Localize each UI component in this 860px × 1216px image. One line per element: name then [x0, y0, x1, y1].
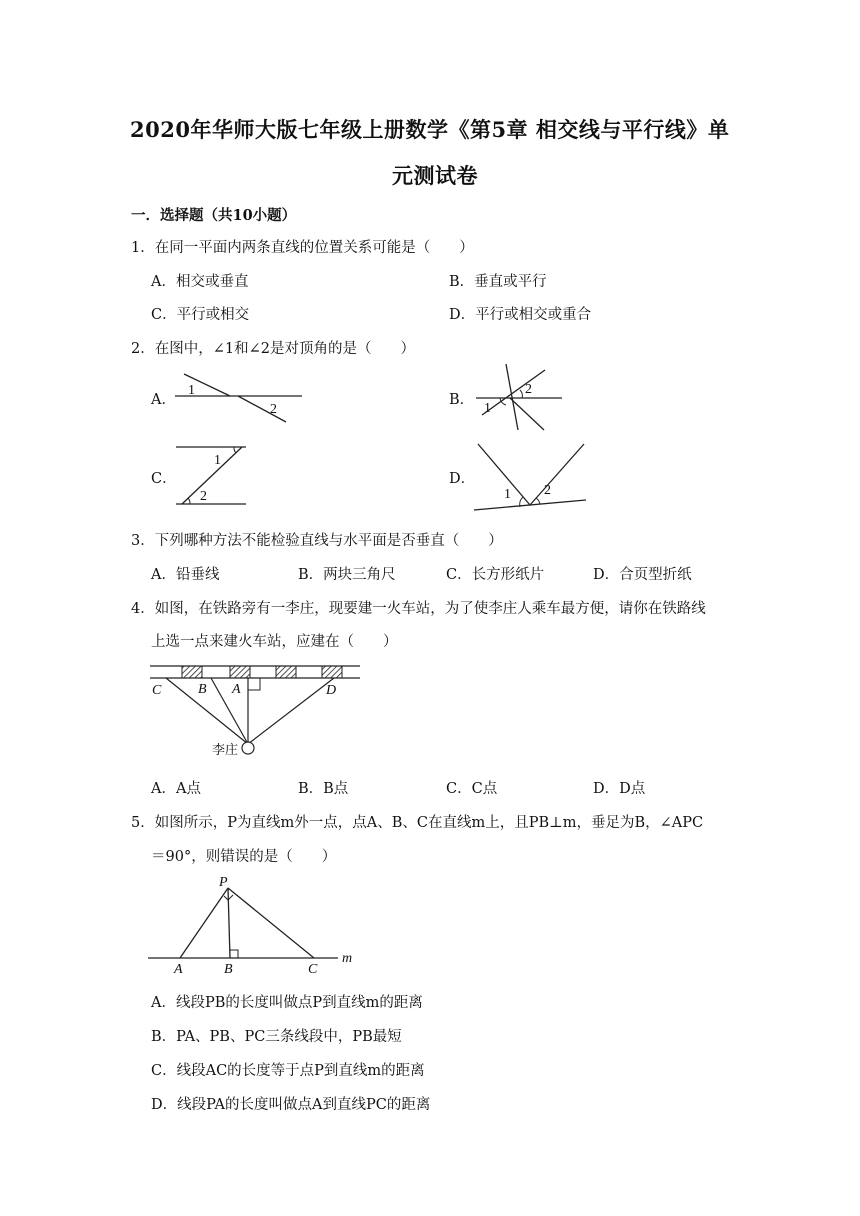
question-4-option-a: A．A点 — [151, 781, 201, 797]
section-heading: 一．选择题（共10小题） — [131, 207, 297, 224]
point-a-label: A — [174, 962, 183, 977]
point-p-label: P — [219, 875, 228, 890]
question-2-figure-d — [468, 440, 588, 512]
question-3-option-c: C．长方形纸片 — [446, 567, 545, 583]
point-c-label: C — [152, 683, 162, 698]
angle-1-label: 1 — [188, 383, 195, 398]
angle-2-label: 2 — [200, 489, 207, 504]
question-3-option-b: B．两块三角尺 — [298, 567, 396, 583]
question-1-option-d: D．平行或相交或重合 — [449, 307, 592, 323]
angle-1-label: 1 — [484, 401, 491, 416]
point-d-label: D — [326, 683, 337, 698]
question-5-figure — [146, 874, 361, 979]
point-a-label: A — [232, 682, 241, 697]
question-5-option-c: C．线段AC的长度等于点P到直线m的距离 — [151, 1063, 425, 1079]
question-3-option-a: A．铅垂线 — [151, 567, 220, 583]
question-3-option-d: D．合页型折纸 — [593, 567, 692, 583]
angle-2-label: 2 — [525, 382, 532, 397]
question-5-option-a: A．线段PB的长度叫做点P到直线m的距离 — [151, 995, 423, 1011]
question-4-stem-line2: 上选一点来建火车站，应建在（ ） — [151, 634, 398, 650]
question-1-option-b: B．垂直或平行 — [449, 274, 547, 290]
question-5-option-b: B．PA、PB、PC三条线段中，PB最短 — [151, 1029, 402, 1045]
point-c-label: C — [308, 962, 318, 977]
document-title-line2: 元测试卷 — [392, 163, 478, 188]
question-4-stem-line1: 4．如图，在铁路旁有一李庄，现要建一火车站，为了使李庄人乘车最方便，请你在铁路线 — [131, 601, 706, 617]
question-1-stem: 1．在同一平面内两条直线的位置关系可能是（ ） — [131, 240, 474, 256]
point-b-label: B — [224, 962, 233, 977]
angle-1-label: 1 — [504, 487, 511, 502]
angle-2-label: 2 — [270, 402, 277, 417]
question-4-option-c: C．C点 — [446, 781, 498, 797]
question-2-figure-c — [170, 442, 270, 510]
question-1-option-c: C．平行或相交 — [151, 307, 250, 323]
question-3-stem: 3．下列哪种方法不能检验直线与水平面是否垂直（ ） — [131, 533, 503, 549]
question-2-stem: 2．在图中，∠1和∠2是对顶角的是（ ） — [131, 341, 415, 357]
question-2-figure-b — [470, 360, 565, 435]
angle-1-label: 1 — [214, 453, 221, 468]
angle-2-label: 2 — [544, 483, 551, 498]
question-2-figure-a — [170, 368, 305, 428]
document-title-line1: 2020年华师大版七年级上册数学《第5章 相交线与平行线》单 — [130, 117, 730, 142]
question-4-option-b: B．B点 — [298, 781, 349, 797]
point-b-label: B — [198, 682, 207, 697]
question-2-option-c: C． — [151, 471, 177, 487]
question-4-railway-figure — [148, 662, 368, 762]
question-5-option-d: D．线段PA的长度叫做点A到直线PC的距离 — [151, 1097, 431, 1113]
question-2-option-b: B． — [449, 392, 475, 408]
question-2-option-a: A． — [151, 392, 176, 408]
question-4-option-d: D．D点 — [593, 781, 646, 797]
question-5-stem-line1: 5．如图所示，P为直线m外一点，点A、B、C在直线m上，且PB⊥m，垂足为B，∠APC — [131, 815, 704, 831]
question-5-stem-line2: ＝90°，则错误的是（ ） — [151, 849, 337, 865]
question-1-option-a: A．相交或垂直 — [151, 274, 249, 290]
village-label: 李庄 — [212, 743, 239, 758]
question-2-option-d: D． — [449, 471, 476, 487]
line-m-label: m — [342, 951, 353, 966]
